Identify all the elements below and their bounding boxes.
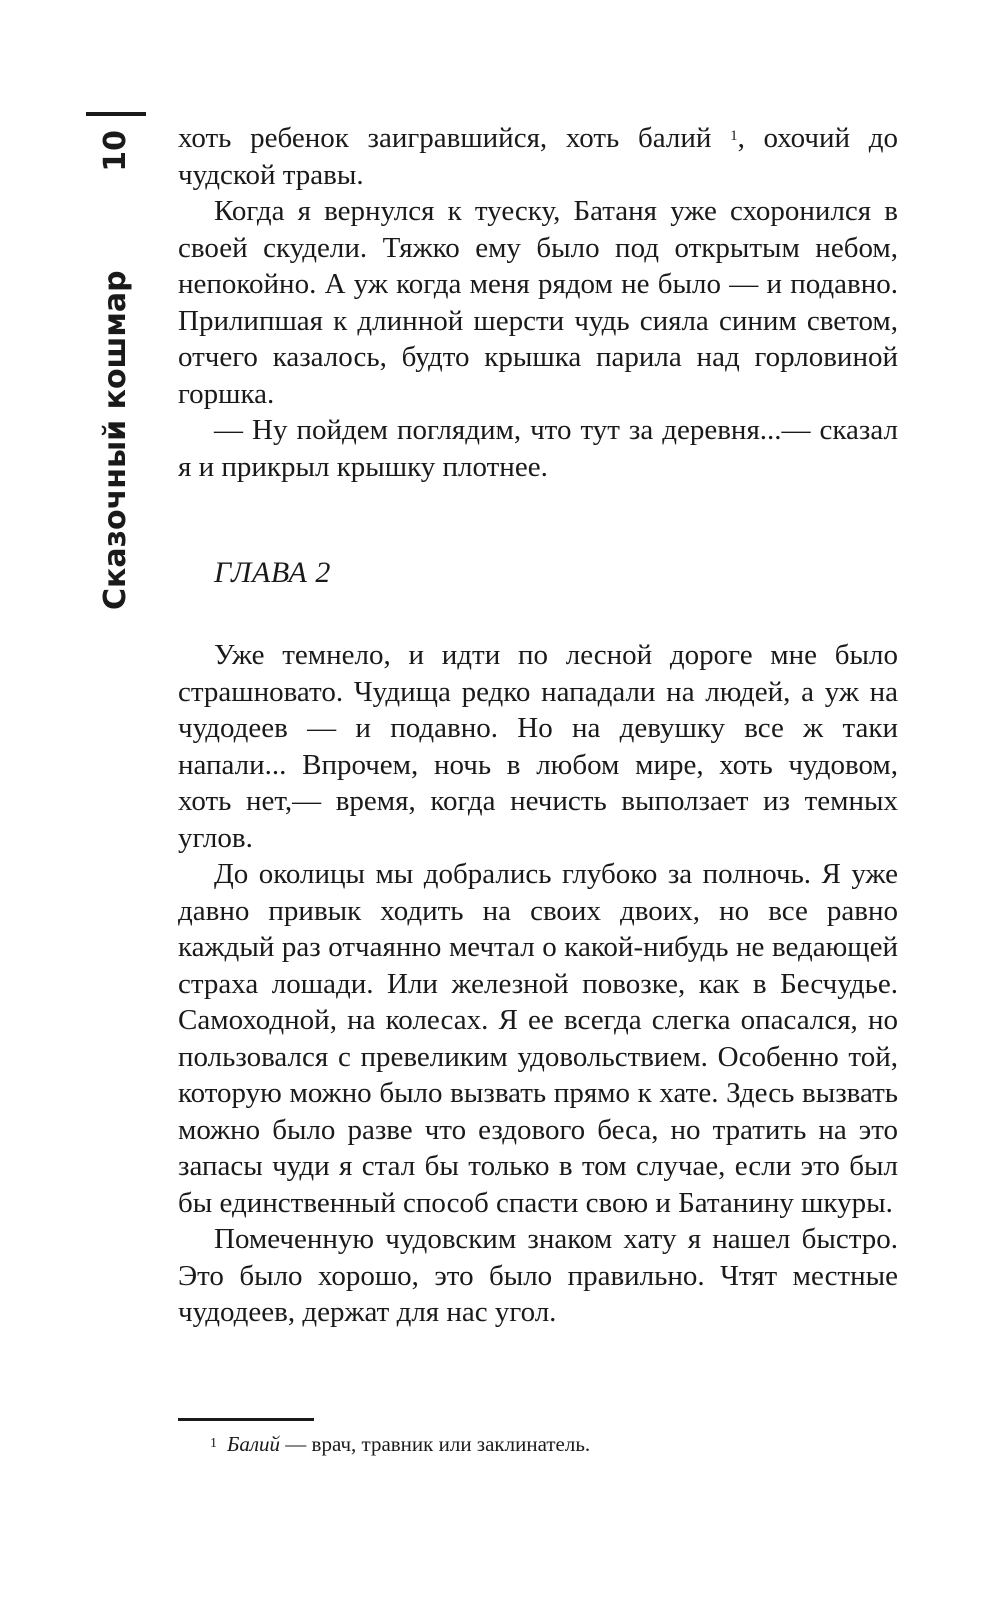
paragraph: До околицы мы добрались глубоко за полночь. Я уже давно привык ходить на своих двоих, но все равно каждый раз отчаянно мечтал о какой-нибудь не ведающей страха лошади. Или железной повозке, как в Бесчудье. Самоходной, на колесах. Я ее всегда слегка опасался, но пользовался с превеликим удовольствием. Особенно той, которую можно было вызвать прямо к хате. Здесь вызвать можно было разве что ездового беса, но тратить на это запасы чуди я стал бы только в том случае, если это был бы единственный способ спасти свою и Батанину шкуры. (178, 858, 898, 1219)
header-rule (86, 112, 146, 116)
footnote-rule (178, 1418, 314, 1421)
footnote (210, 1430, 590, 1458)
footnote-term: Балий (227, 1432, 281, 1456)
paragraph: Уже темнело, и идти по лесной дороге мне было страшновато. Чудища редко нападали на людей, а уж на чудодеев — и подавно. Но на девушку все ж таки напали... Впрочем, ночь в любом мире, хоть чудовом, хоть нет,— время, когда нечисть выползает из темных углов. (178, 639, 898, 854)
paragraph: — Ну пойдем поглядим, что тут за деревня...— сказал я и прикрыл крышку плотнее. (178, 414, 898, 483)
paragraph: Помеченную чудовским знаком хату я нашел быстро. Это было хорошо, это было правильно. Чтят местные чудодеев, держат для нас угол. (178, 1223, 898, 1328)
running-header (70, 130, 162, 610)
body-text (178, 120, 898, 1331)
footnote-marker: 1 (210, 1436, 217, 1451)
page-number: 10 (98, 130, 133, 172)
book-title: Сказочный кошмар (98, 270, 133, 610)
chapter-title: ГЛАВА 2 (214, 556, 331, 589)
footnote-definition: — врач, травник или заклинатель. (280, 1432, 591, 1456)
paragraph: Когда я вернулся к туеску, Батаня уже схоронился в своей скудели. Тяжко ему было под открытым небом, непокойно. А уж когда меня рядом не было — и подавно. Прилипшая к длинной шерсти чудь сияла синим светом, отчего казалось, будто крышка парила над горловиной горшка. (178, 195, 898, 410)
paragraph: хоть ребенок заигравшийся, хоть балий $^1$, охочий до чудской травы. (178, 122, 899, 191)
footnote-reference: 1 (730, 128, 738, 144)
